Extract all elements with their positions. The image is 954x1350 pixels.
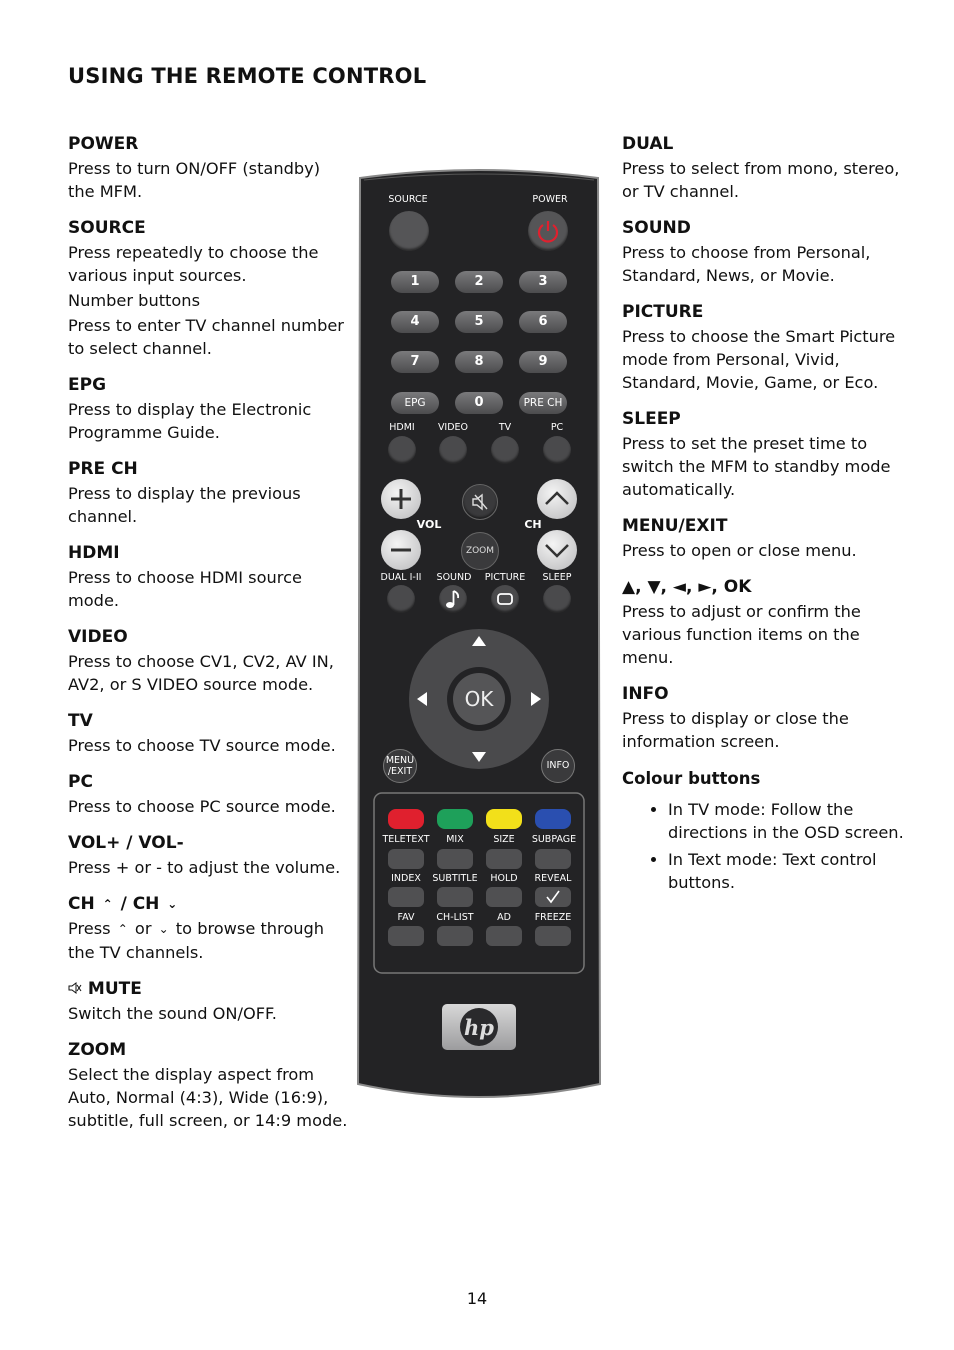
freeze-label: FREEZE <box>534 912 572 923</box>
right-column <box>622 133 912 908</box>
power-icon <box>528 211 568 251</box>
section-heading: PRE CH <box>68 459 138 479</box>
dual-label: DUAL I-II <box>380 572 422 583</box>
left-arrow-button[interactable] <box>410 679 440 719</box>
tv-button[interactable] <box>491 436 519 464</box>
ch-up-button[interactable] <box>537 479 577 519</box>
mix-label: MIX <box>446 834 464 845</box>
picture-label: PICTURE <box>484 572 526 583</box>
section-heading: PC <box>68 772 93 792</box>
hold-button[interactable] <box>486 887 522 907</box>
chlist-button[interactable] <box>437 926 473 946</box>
index-label: INDEX <box>391 873 421 884</box>
section-text: Press to choose from Personal, Standard, News, or Movie. <box>622 243 871 285</box>
section-heading <box>68 893 348 916</box>
subpage-button[interactable] <box>535 849 571 869</box>
mix-button[interactable] <box>437 849 473 869</box>
digit-1-button[interactable]: 1 <box>391 271 439 293</box>
section-epg <box>68 374 348 444</box>
section-heading: ▲, ▼, ◄, ►, OK <box>622 577 752 597</box>
section-heading: PICTURE <box>622 302 704 322</box>
digit-6-button[interactable]: 6 <box>519 311 567 333</box>
colour-bullets <box>622 798 912 894</box>
mute-button[interactable] <box>462 484 498 520</box>
section-heading: SLEEP <box>622 409 681 429</box>
chevron-up-icon: ⌃ <box>102 897 113 911</box>
freeze-button[interactable] <box>535 926 571 946</box>
minus-icon <box>381 530 421 570</box>
green-button[interactable] <box>437 809 473 829</box>
fav-button[interactable] <box>388 926 424 946</box>
section-text: Press to choose TV source mode. <box>68 736 336 755</box>
section-video <box>68 626 348 696</box>
sleep-label: SLEEP <box>542 572 572 583</box>
tv-label: TV <box>498 422 512 433</box>
exit-label: /EXIT <box>387 766 413 777</box>
list-item: • In Text mode: Text control buttons. <box>668 848 912 894</box>
digit-2-button[interactable]: 2 <box>455 271 503 293</box>
section-power <box>68 133 348 203</box>
section-heading: POWER <box>68 134 139 154</box>
chevron-up-icon <box>537 479 577 519</box>
hdmi-label: HDMI <box>389 422 415 433</box>
section-heading: ZOOM <box>68 1040 127 1060</box>
section-mute <box>68 978 348 1025</box>
pc-label: PC <box>550 422 564 433</box>
left-column <box>68 133 348 1146</box>
ch-label: CH <box>68 894 95 914</box>
section-text: Press to turn ON/OFF (standby) the MFM. <box>68 159 321 201</box>
subpage-label: SUBPAGE <box>531 834 577 845</box>
subtitle-button[interactable] <box>437 887 473 907</box>
hold-label: HOLD <box>490 873 518 884</box>
size-label: SIZE <box>493 834 515 845</box>
section-heading: DUAL <box>622 134 674 154</box>
epg-button[interactable]: EPG <box>391 392 439 414</box>
ch-text-c: to browse through the TV channels. <box>68 919 325 962</box>
section-picture <box>622 301 912 394</box>
section-text: Press to set the preset time to switch the MFM to standby mode automatically. <box>622 434 891 499</box>
chevron-up-icon: ⌃ <box>117 922 128 936</box>
music-note-icon <box>439 585 467 613</box>
section-text: Press to choose the Smart Picture mode from Personal, Vivid, Standard, Movie, Game, or Eco. <box>622 327 896 392</box>
digit-7-button[interactable]: 7 <box>391 351 439 373</box>
yellow-button[interactable] <box>486 809 522 829</box>
zoom-button[interactable]: ZOOM <box>461 532 499 570</box>
sound-button[interactable] <box>439 585 467 613</box>
section-navigation <box>622 576 912 669</box>
section-source <box>68 217 348 360</box>
ad-button[interactable] <box>486 926 522 946</box>
digit-9-button[interactable]: 9 <box>519 351 567 373</box>
subtitle-label: SUBTITLE <box>432 873 478 884</box>
list-item: • In TV mode: Follow the directions in the OSD screen. <box>668 798 912 844</box>
ok-button[interactable]: OK <box>453 673 505 725</box>
section-hdmi <box>68 542 348 612</box>
section-text <box>68 917 348 964</box>
ch-label: CH <box>524 518 542 531</box>
section-text: Press + or - to adjust the volume. <box>68 858 341 877</box>
section-text: Press to display the Electronic Programme Guide. <box>68 400 312 442</box>
chevron-down-icon: ⌄ <box>167 897 178 911</box>
hdmi-button[interactable] <box>388 436 416 464</box>
menu-label: MENU <box>385 755 415 766</box>
section-text-number-desc: Press to enter TV channel number to select channel. <box>68 316 344 358</box>
mute-icon <box>68 981 82 995</box>
plus-icon <box>381 479 421 519</box>
chevron-down-icon: ⌄ <box>158 922 169 936</box>
section-text: Press to adjust or confirm the various function items on the menu. <box>622 602 861 667</box>
video-button[interactable] <box>439 436 467 464</box>
section-text: Press to choose PC source mode. <box>68 797 336 816</box>
down-arrow-button[interactable] <box>459 740 499 770</box>
fav-label: FAV <box>397 912 415 923</box>
section-dual <box>622 133 912 203</box>
up-arrow-button[interactable] <box>459 628 499 658</box>
section-text: Press to choose CV1, CV2, AV IN, AV2, or S VIDEO source mode. <box>68 652 334 694</box>
hp-logo-text: hp <box>464 1015 494 1040</box>
ad-label: AD <box>497 912 511 923</box>
section-text: Press to display or close the information screen. <box>622 709 849 751</box>
section-text: Press repeatedly to choose the various input sources. <box>68 243 319 285</box>
ch-text-a: Press <box>68 919 111 938</box>
sound-label: SOUND <box>436 572 472 583</box>
section-heading: VOL+ / VOL- <box>68 833 184 853</box>
ch-down-button[interactable] <box>537 530 577 570</box>
sleep-button[interactable] <box>543 585 571 613</box>
chlist-label: CH-LIST <box>436 912 474 923</box>
ch-sep-label: / CH <box>120 894 160 914</box>
section-tv <box>68 710 348 757</box>
chevron-down-icon <box>537 530 577 570</box>
section-heading: Colour buttons <box>622 769 761 788</box>
section-text: Press to display the previous channel. <box>68 484 301 526</box>
teletext-label: TELETEXT <box>382 834 430 845</box>
mute-heading: MUTE <box>87 979 142 999</box>
section-text: Press to choose HDMI source mode. <box>68 568 302 610</box>
reveal-label: REVEAL <box>534 873 572 884</box>
section-info <box>622 683 912 753</box>
section-zoom <box>68 1039 348 1132</box>
section-vol <box>68 832 348 879</box>
checkmark-icon <box>535 887 571 907</box>
section-menu-exit <box>622 515 912 562</box>
right-arrow-button[interactable] <box>518 679 548 719</box>
picture-icon <box>491 585 519 613</box>
picture-button[interactable] <box>491 585 519 613</box>
section-heading: HDMI <box>68 543 120 563</box>
teletext-button[interactable] <box>388 849 424 869</box>
section-text: Press to select from mono, stereo, or TV channel. <box>622 159 900 201</box>
info-button[interactable] <box>541 749 575 783</box>
mute-icon <box>463 485 497 519</box>
section-heading <box>68 978 348 1001</box>
pc-button[interactable] <box>543 436 571 464</box>
power-button[interactable] <box>528 211 568 251</box>
page-number: 14 <box>466 1289 488 1308</box>
vol-down-button[interactable] <box>381 530 421 570</box>
ch-text-b: or <box>134 919 152 938</box>
menu-exit-button[interactable] <box>383 749 417 783</box>
source-button[interactable] <box>389 211 429 251</box>
section-ch <box>68 893 348 964</box>
section-text: Press to open or close menu. <box>622 541 857 560</box>
info-label: INFO <box>546 760 570 771</box>
remote-control-illustration <box>356 166 602 1102</box>
digit-8-button[interactable]: 8 <box>455 351 503 373</box>
section-text: Switch the sound ON/OFF. <box>68 1004 277 1023</box>
vol-label: VOL <box>416 518 442 531</box>
source-label: SOURCE <box>388 194 428 205</box>
section-prech <box>68 458 348 528</box>
hp-logo <box>442 1004 516 1050</box>
section-heading: TV <box>68 711 93 731</box>
index-button[interactable] <box>388 887 424 907</box>
section-heading: INFO <box>622 684 669 704</box>
reveal-button[interactable] <box>535 887 571 907</box>
blue-button[interactable] <box>535 809 571 829</box>
section-heading: VIDEO <box>68 627 128 647</box>
digit-0-button[interactable]: 0 <box>455 392 503 414</box>
section-sound <box>622 217 912 287</box>
section-heading: SOURCE <box>68 218 146 238</box>
digit-4-button[interactable]: 4 <box>391 311 439 333</box>
section-heading: EPG <box>68 375 107 395</box>
digit-5-button[interactable]: 5 <box>455 311 503 333</box>
section-colour-buttons <box>622 767 912 894</box>
size-button[interactable] <box>486 849 522 869</box>
video-label: VIDEO <box>437 422 469 433</box>
prech-button[interactable]: PRE CH <box>519 392 567 414</box>
section-text-number-buttons: Number buttons <box>68 291 200 310</box>
section-pc <box>68 771 348 818</box>
page-title: USING THE REMOTE CONTROL <box>68 64 427 88</box>
section-heading: SOUND <box>622 218 691 238</box>
vol-up-button[interactable] <box>381 479 421 519</box>
section-text: Select the display aspect from Auto, Normal (4:3), Wide (16:9), subtitle, full screen, or 14:9 mode. <box>68 1065 348 1130</box>
dual-button[interactable] <box>387 585 415 613</box>
power-label: POWER <box>532 194 568 205</box>
digit-3-button[interactable]: 3 <box>519 271 567 293</box>
red-button[interactable] <box>388 809 424 829</box>
section-sleep <box>622 408 912 501</box>
section-heading: MENU/EXIT <box>622 516 728 536</box>
